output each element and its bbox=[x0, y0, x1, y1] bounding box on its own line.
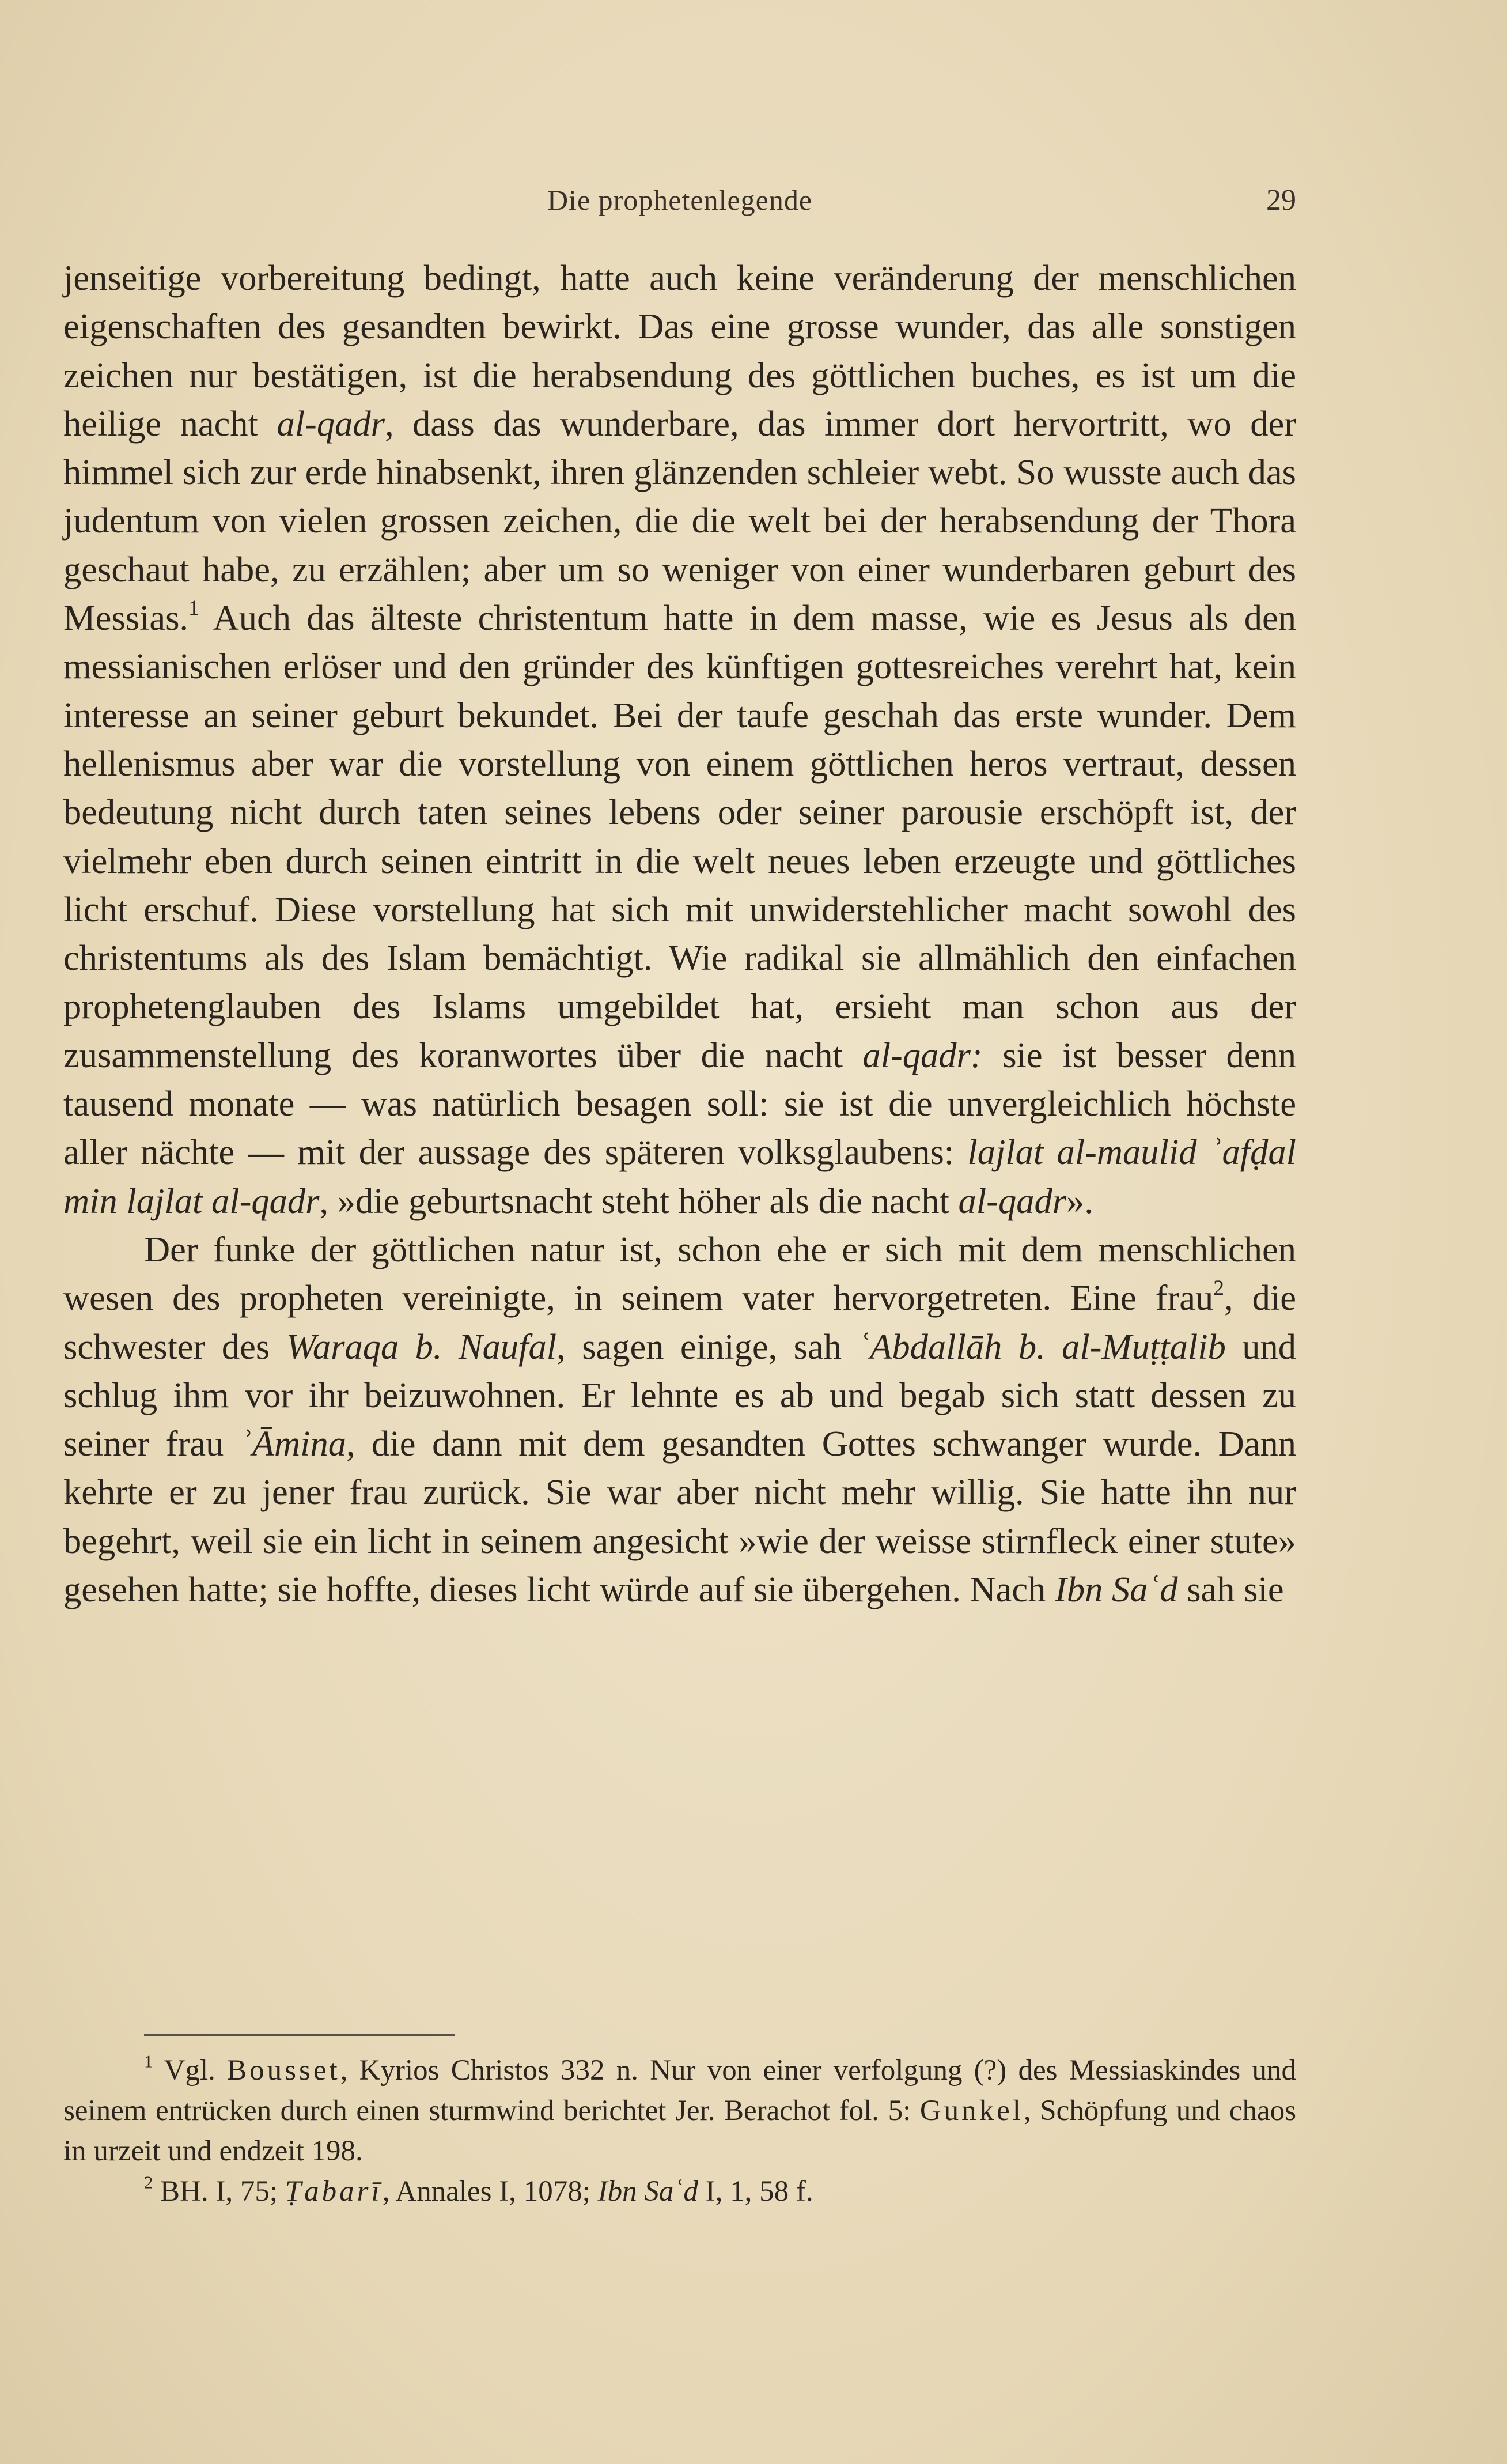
paragraph bbox=[63, 1225, 1296, 1613]
text-run: , Kyrios Christos 332 n. Nur von einer verfolgung (?) des Messiaskindes und seinem entrücken durch einen sturmwind berichtet Jer. Berachot fol. 5: bbox=[63, 2054, 1296, 2127]
footnote-2 bbox=[63, 2171, 1296, 2212]
paragraph bbox=[63, 254, 1296, 1225]
text-run: sah sie bbox=[1177, 1569, 1284, 1610]
text-run: , die dann mit dem gesandten Gottes schwanger wurde. Dann kehrte er zu jener frau zurück. Sie war aber nicht mehr willig. Sie hatte ihn nur begehrt, weil sie ein licht in seinem angesicht »wie der weisse stirnfleck einer stute» gesehen hatte; sie hoffte, dieses licht würde auf sie übergehen. Nach bbox=[63, 1423, 1296, 1610]
text-run: ». bbox=[1066, 1180, 1093, 1221]
main-text bbox=[63, 254, 1296, 1613]
footnote-marker: 2 bbox=[1213, 1276, 1225, 1300]
italic-term: Waraqa b. Naufal bbox=[286, 1326, 557, 1367]
running-title: Die prophetenlegende bbox=[547, 184, 813, 216]
text-run: , die schwester des bbox=[63, 1278, 1297, 1367]
text-run: Der funke der göttlichen natur ist, schon ehe er sich mit dem menschlichen wesen des propheten vereinigte, in seinem vater hervorgetreten. Eine frau bbox=[63, 1229, 1296, 1318]
footnotes bbox=[63, 2050, 1296, 2212]
italic-term: ʿAbdallāh b. al-Muṭṭalib bbox=[858, 1326, 1226, 1367]
footnote-1 bbox=[63, 2050, 1296, 2171]
text-run: jenseitige vorbereitung bedingt, hatte auch keine veränderung der menschlichen eigenschaften des gesandten bewirkt. Das eine grosse wunder, das alle sonstigen zeichen nur bestätigen, ist die herabsendung des göttlichen buches, es ist um die heilige nacht bbox=[63, 258, 1296, 444]
footnote-number: 1 bbox=[144, 2051, 153, 2072]
text-run: sie ist besser denn tausend monate — was natürlich besagen soll: sie ist die unvergleichlich höchste aller nächte — mit der aussage des späteren volksglaubens: bbox=[63, 1034, 1296, 1173]
footnote-marker: 1 bbox=[188, 596, 199, 620]
text-run: I, 1, 58 f. bbox=[698, 2175, 813, 2208]
text-run: BH. I, 75; bbox=[153, 2175, 285, 2208]
italic-term: al-qadr bbox=[277, 403, 385, 444]
text-run: , Annales I, 1078; bbox=[382, 2175, 598, 2208]
text-run: Auch das älteste christentum hatte in dem masse, wie es Jesus als den messianischen erlöser und den gründer des künftigen gottesreiches verehrt hat, kein interesse an seiner geburt bekundet. Bei der taufe geschah das erste wunder. Dem hellenismus aber war die vorstellung von einem göttlichen heros vertraut, dessen bedeutung nicht durch taten seines lebens oder seiner parousie erschöpft ist, der vielmehr eben durch seinen eintritt in die welt neues leben erzeugte und göttliches licht erschuf. Diese vorstellung hat sich mit unwiderstehlicher macht sowohl des christentums als des Islam bemächtigt. Wie radikal sie allmählich den einfachen prophetenglauben des Islams umgebildet hat, ersieht man schon aus der zusammenstellung des koranwortes über die nacht bbox=[63, 598, 1296, 1075]
text-run: , »die geburtsnacht steht höher als die nacht bbox=[319, 1180, 959, 1221]
italic-term: al-qadr: bbox=[862, 1034, 983, 1075]
italic-term: lajlat al-maulid ʾafḍal min lajlat al-qadr bbox=[63, 1132, 1296, 1221]
footnote-divider bbox=[144, 2034, 455, 2036]
italic-term: Ibn Saʿd bbox=[597, 2175, 698, 2208]
italic-term: al-qadr bbox=[958, 1180, 1067, 1221]
text-run: , dass das wunderbare, das immer dort hervortritt, wo der himmel sich zur erde hinabsenkt, ihren glänzenden schleier webt. So wusste auch das judentum von vielen grossen zeichen, die die welt bei der herabsendung der Thora geschaut habe, zu erzählen; aber um so weniger von einer wunderbaren geburt des Messias. bbox=[63, 403, 1296, 638]
text-run: , sagen einige, sah bbox=[556, 1326, 858, 1367]
page-number: 29 bbox=[1266, 184, 1296, 217]
text-run: , Schöpfung und chaos in urzeit und endzeit 198. bbox=[63, 2095, 1296, 2167]
footnote-number: 2 bbox=[144, 2172, 153, 2193]
italic-term: ʾĀmina bbox=[240, 1423, 346, 1464]
text-run: Vgl. bbox=[153, 2054, 228, 2087]
running-head bbox=[63, 183, 1296, 224]
italic-term: Ṭabarī bbox=[285, 2175, 383, 2208]
text-run: und schlug ihm vor ihr beizuwohnen. Er lehnte es ab und begab sich statt dessen zu seiner frau bbox=[63, 1326, 1297, 1464]
author-name: Gunkel bbox=[919, 2095, 1024, 2127]
author-name: Bousset bbox=[227, 2054, 340, 2087]
italic-term: Ibn Saʿd bbox=[1055, 1569, 1178, 1610]
